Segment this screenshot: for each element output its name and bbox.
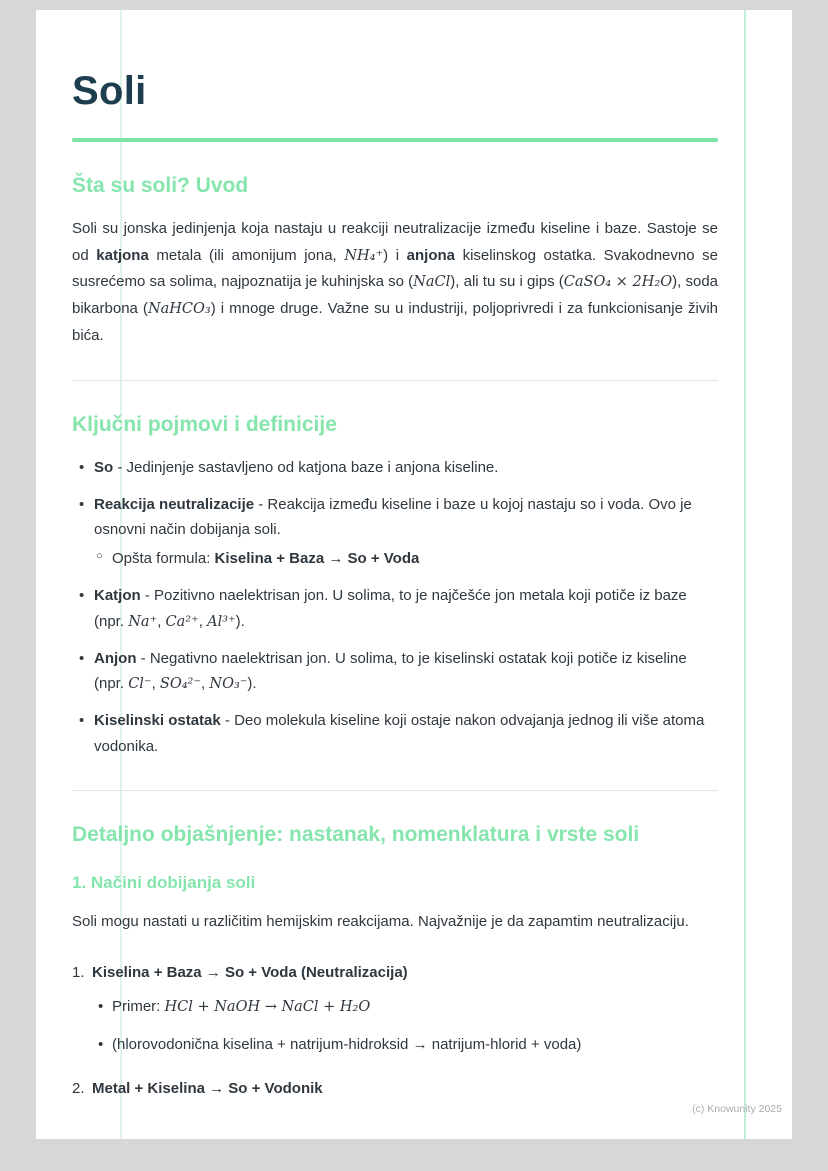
text-run: , [157,612,166,630]
text-run: - Pozitivno naelektrisan jon. U solima, to je najčešće jon metala koji potiče iz baze (npr. [94,586,687,630]
subsection-heading-nacini: 1. Načini dobijanja soli [72,873,256,893]
bold-term: Reakcija neutralizacije [94,495,255,513]
text-run: (hlorovodonična kiselina + natrijum-hidroksid → natrijum-hlorid + voda) [112,1036,582,1054]
sub-item-primer [112,994,718,1020]
document-content [36,10,718,1102]
list-item-anjon [94,646,718,698]
section-divider [72,380,718,381]
text-run: Opšta formula: [112,550,215,568]
document-page [36,10,792,1139]
chemical-formula-nh4: NH₄⁺ [344,247,384,264]
item-number: 2. [72,1080,85,1098]
bold-term-anjona: anjona [406,246,455,264]
chemical-formula-nahco3: NaHCO₃ [147,301,211,318]
title-underline-rule [72,138,718,142]
section-divider [72,790,718,791]
text-run: Soli su jonska jedinjenja koja nastaju u reakciji neutralizacije između kiseline i baze. Sastoje se od [72,220,718,264]
reaction-title: Metal + Kiselina → So + Vodonik [92,1080,323,1098]
list-item-katjon [94,583,718,635]
text-run: , [151,675,160,693]
chemical-equation-hcl-naoh: HCl + NaOH → NaCl + H₂O [164,998,371,1015]
notebook-margin-line-right [744,10,746,1139]
chemical-formula-so4: SO₄²⁻ [159,676,202,693]
section-heading-detail: Detaljno objašnjenje: nastanak, nomenklatura i vrste soli [72,823,640,847]
list-item-kiselinski-ostatak [94,708,718,760]
bold-term-katjona: katjona [96,246,149,264]
reactions-numbered-list [72,960,718,1102]
text-run: ) i mnoge druge. Važne su u industriji, poljoprivredi i za funkcionisanje živih bića. [72,300,719,345]
text-run: , [198,612,208,630]
list-item-neutralizacija [94,492,718,572]
bold-term: Katjon [94,586,141,604]
text-run: - Negativno naelektrisan jon. U solima, to je kiselinski ostatak koji potiče iz kiseline (npr. [94,649,687,693]
text-run: ). [247,675,257,693]
reaction-title: Kiselina + Baza → So + Voda (Neutralizacija) [92,963,408,981]
intro-paragraph [72,216,718,350]
text-run: ), ali tu su i gips ( [450,273,564,291]
text-run: ). [235,612,245,630]
chemical-formula-na: Na⁺ [128,613,158,630]
copyright-footer: (c) Knowunity 2025 [692,1103,782,1115]
chemical-formula-nacl: NaCl [413,274,451,291]
detail-paragraph: Soli mogu nastati u različitim hemijskim reakcijama. Najvažnije je da zapamtim neutralizaciju. [72,913,689,931]
sub-list [94,546,718,572]
text-run: - Jedinjenje sastavljeno od katjona baze i anjona kiseline. [113,458,499,476]
text-run: - Reakcija između kiseline i baze u kojoj nastaju so i voda. Ovo je osnovni način dobijanja soli. [94,495,692,539]
text-run: ), soda bikarbona ( [72,273,719,318]
reaction-sub-list [92,994,718,1059]
chemical-formula-caso4: CaSO₄ × 2H₂O [563,274,673,291]
numbered-item-neutralizacija [72,960,718,1059]
numbered-item-metal-kiselina [72,1076,718,1102]
text-run: metala (ili amonijum jona, [148,246,345,264]
chemical-formula-no3: NO₃⁻ [209,676,248,693]
text-run: - Deo molekula kiseline koji ostaje nakon odvajanja jednog ili više atoma vodonika. [94,712,705,756]
text-run: kiselinskog ostatka. Svakodnevno se susrećemo sa solima, najpoznatija je kuhinjska so ( [72,246,719,291]
bold-term: Kiselinski ostatak [94,712,221,730]
text-run: , [201,675,210,693]
sub-item-names [112,1032,718,1058]
chemical-formula-ca: Ca²⁺ [165,613,199,630]
bold-formula: Kiselina + Baza → So + Voda [214,550,420,568]
text-run: ) i [383,246,407,264]
chemical-formula-cl: Cl⁻ [128,676,152,693]
bold-term: So [94,458,114,476]
item-number: 1. [72,963,85,981]
list-item-so [94,455,718,481]
section-heading-intro: Šta su soli? Uvod [72,174,249,197]
bold-term: Anjon [94,649,137,667]
keyterms-list [72,455,718,760]
section-heading-keyterms: Ključni pojmovi i definicije [72,412,337,436]
chemical-formula-al: Al³⁺ [207,613,236,630]
page-title: Soli [72,69,147,113]
sub-list-item-formula [112,546,718,572]
text-run: Primer: [112,997,165,1015]
